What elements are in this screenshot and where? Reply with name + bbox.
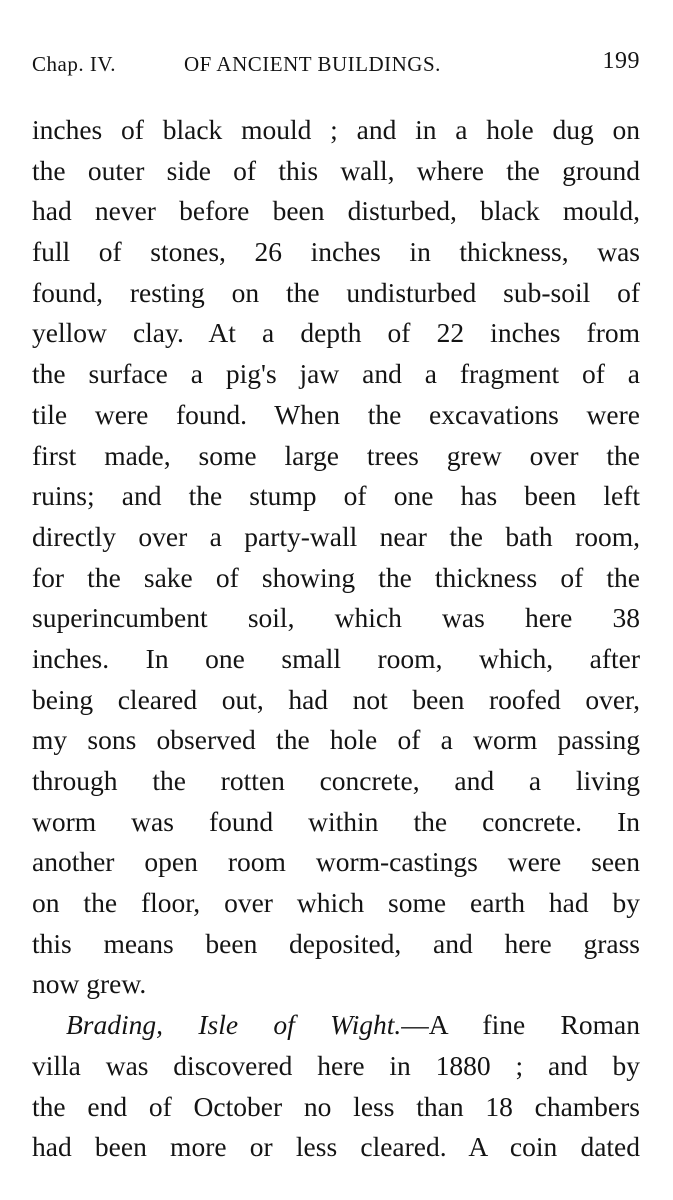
section-heading-line xyxy=(32,1005,640,1046)
text-line: through the rotten concrete, and a living xyxy=(32,765,640,796)
text-line: being cleared out, had not been roofed over, xyxy=(32,683,640,715)
running-head xyxy=(32,48,640,82)
text-line: worm was found within the concrete. In xyxy=(32,805,640,837)
body-text xyxy=(32,110,640,1168)
text-line: inches. In one small room, which, after xyxy=(32,642,640,674)
text-line: ruins; and the stump of one has been left xyxy=(32,480,640,512)
text-line: the end of October no less than 18 chambers xyxy=(32,1090,640,1122)
chapter-label: Chap. IV. xyxy=(32,52,117,76)
text-line: inches of black mould ; and in a hole dug on xyxy=(32,114,640,145)
running-title: OF ANCIENT BUILDINGS. xyxy=(184,52,441,76)
text-line: another open room worm-castings were seen xyxy=(32,846,640,878)
text-line: this means been deposited, and here grass xyxy=(32,927,640,959)
text-line: villa was discovered here in 1880 ; and by xyxy=(32,1049,640,1081)
text-line: had been more or less cleared. A coin dated xyxy=(32,1131,640,1163)
text-line: for the sake of showing the thickness of the xyxy=(32,561,640,593)
text-line: my sons observed the hole of a worm passing xyxy=(32,724,640,756)
text-line: directly over a party-wall near the bath room, xyxy=(32,520,640,552)
text-line: on the floor, over which some earth had by xyxy=(32,887,640,919)
text-line: now grew. xyxy=(32,968,147,1000)
place-heading: Brading, Isle of Wight. xyxy=(66,1009,402,1041)
text-line: superincumbent soil, which was here 38 xyxy=(32,602,640,634)
text-line: had never before been disturbed, black mould, xyxy=(32,195,640,227)
text-line: first made, some large trees grew over the xyxy=(32,439,640,471)
heading-continuation: —A fine Roman xyxy=(401,1009,640,1041)
text-line: found, resting on the undisturbed sub-soil of xyxy=(32,276,640,308)
page-number: 199 xyxy=(602,48,640,74)
text-line: tile were found. When the excavations were xyxy=(32,398,640,430)
text-line: the outer side of this wall, where the ground xyxy=(32,154,640,186)
text-line: full of stones, 26 inches in thickness, was xyxy=(32,236,640,268)
text-line: the surface a pig's jaw and a fragment of a xyxy=(32,358,640,390)
text-line: yellow clay. At a depth of 22 inches from xyxy=(32,317,640,349)
